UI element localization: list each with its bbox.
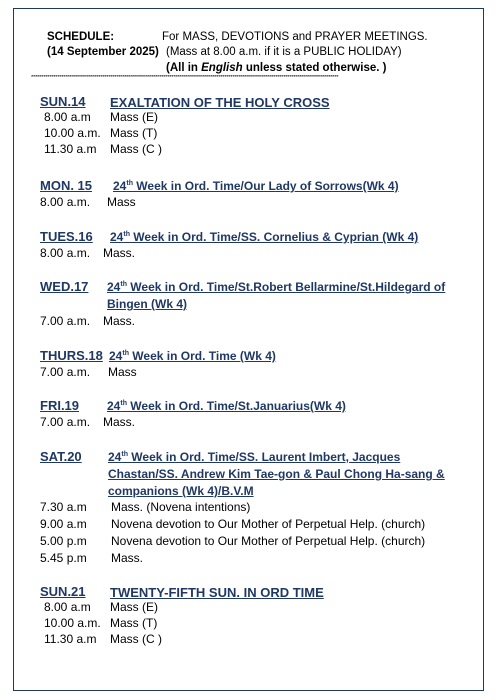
schedule-label: SCHEDULE: — [47, 31, 115, 43]
header-line-1: For MASS, DEVOTIONS and PRAYER MEETINGS. — [162, 31, 428, 43]
header-line-3: (All in English unless stated otherwise. ) — [166, 62, 387, 74]
entry-description: Mass (E) — [110, 110, 158, 124]
entry-time: 7.00 a.m. — [40, 415, 91, 429]
entry-description: Mass (C ) — [110, 632, 162, 646]
entry-time: 8.00 a.m. — [40, 246, 91, 260]
day-label: SAT.20 — [40, 449, 82, 464]
schedule-date: (14 September 2025) — [47, 46, 159, 58]
entry-description: Mass (T) — [110, 126, 158, 140]
day-label: MON. 15 — [40, 178, 93, 193]
entry-time: 10.00 a.m. — [44, 126, 101, 140]
entry-time: 8.00 a.m — [44, 600, 91, 614]
day-title-line: 24th Week in Ord. Time/St.Januarius(Wk 4) — [107, 399, 346, 413]
day-label: SUN.21 — [40, 584, 86, 599]
entry-time: 10.00 a.m. — [44, 616, 101, 630]
entry-description: Mass (T) — [110, 616, 158, 630]
entry-description: Mass (C ) — [110, 142, 162, 156]
entry-description: Mass. (Novena intentions) — [111, 500, 251, 514]
entry-description: Novena devotion to Our Mother of Perpetual Help. (church) — [111, 534, 426, 548]
entry-time: 5.00 p.m — [40, 534, 87, 548]
entry-description: Mass. — [103, 314, 136, 328]
day-title-line: 24th Week in Ord. Time/SS. Laurent Imbert, Jacques — [108, 450, 401, 464]
day-label: WED.17 — [40, 279, 89, 294]
day-title-line: Chastan/SS. Andrew Kim Tae-gon & Paul Chong Ha-sang & — [108, 467, 445, 481]
entry-time: 7.30 a.m — [40, 500, 87, 514]
entry-description: Mass — [108, 365, 137, 379]
entry-time: 8.00 a.m — [44, 110, 91, 124]
day-label: TUES.16 — [40, 229, 93, 244]
entry-description: Mass — [107, 195, 136, 209]
star-divider: ******************************************************************************************************************************************************* — [31, 75, 339, 81]
day-title-line: Bingen (Wk 4) — [107, 297, 187, 311]
day-title-line: 24th Week in Ord. Time/Our Lady of Sorrows(Wk 4) — [113, 179, 399, 193]
entry-time: 7.00 a.m. — [40, 365, 91, 379]
header-line-2: (Mass at 8.00 a.m. if it is a PUBLIC HOLIDAY) — [166, 46, 402, 58]
entry-time: 11.30 a.m — [44, 632, 97, 646]
day-label: FRI.19 — [40, 398, 80, 413]
day-title-line: 24th Week in Ord. Time (Wk 4) — [109, 349, 276, 363]
entry-time: 5.45 p.m — [40, 551, 87, 565]
entry-description: Mass. — [103, 415, 136, 429]
day-title-line: EXALTATION OF THE HOLY CROSS — [110, 95, 330, 110]
day-label: SUN.14 — [40, 94, 86, 109]
entry-time: 7.00 a.m. — [40, 314, 91, 328]
entry-time: 8.00 a.m. — [40, 195, 91, 209]
entry-time: 11.30 a.m — [44, 142, 97, 156]
day-title-line: 24th Week in Ord. Time/SS. Cornelius & Cyprian (Wk 4) — [110, 230, 419, 244]
day-title-line: TWENTY-FIFTH SUN. IN ORD TIME — [110, 585, 324, 600]
day-label: THURS.18 — [40, 348, 103, 363]
day-title-line: companions (Wk 4)/B.V.M — [108, 484, 254, 498]
entry-description: Mass. — [111, 551, 144, 565]
entry-description: Mass (E) — [110, 600, 158, 614]
entry-time: 9.00 a.m — [40, 517, 87, 531]
entry-description: Novena devotion to Our Mother of Perpetual Help. (church) — [111, 517, 426, 531]
day-title-line: 24th Week in Ord. Time/St.Robert Bellarmine/St.Hildegard of — [107, 280, 446, 294]
entry-description: Mass. — [103, 246, 136, 260]
